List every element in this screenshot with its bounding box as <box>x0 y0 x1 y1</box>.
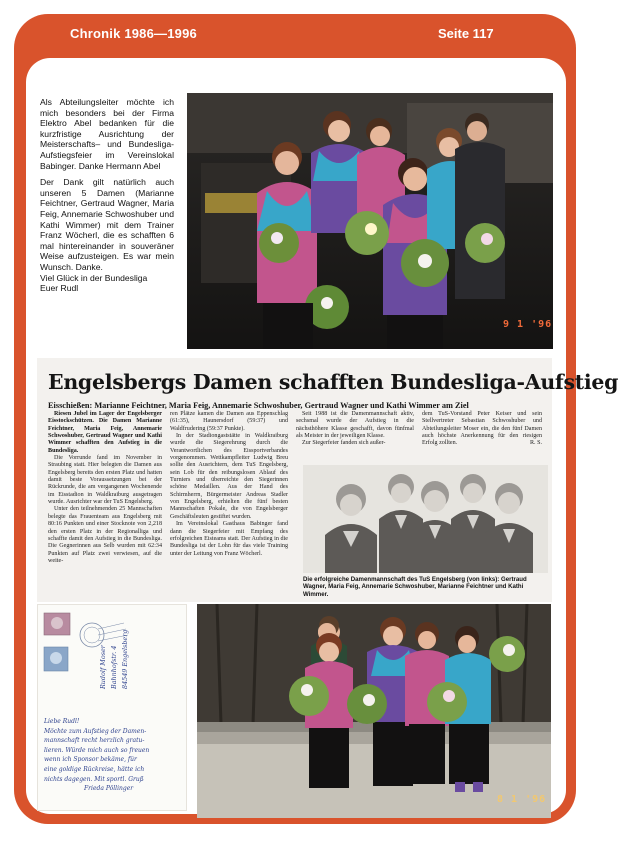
intro-paragraph-thanks-abel: Als Abteilungsleiter möchte ich mich besonders bei der Firma Elektro Abel bedanken für die kurzfristige Ausrichtung der Meisterschafts– und Bundesliga-Aufstiegsfeier im Vereinslokal Babinger. Danke Hermann Abel <box>40 97 174 171</box>
team-photo-indoor-image <box>187 93 553 349</box>
page-number: Seite 117 <box>438 26 494 41</box>
clipping-team-photo <box>303 465 548 573</box>
clipping-paragraph: Zur Siegerfeier fanden sich außer- <box>302 440 386 447</box>
postcard-line: wenn ich Sponsor bekäme, für <box>44 756 137 764</box>
clipping-lead: Riesen Jubel im Lager der Engelsberger Eisstockschützen. Die Damen Marianne Feichtner, Maria Feig, Annemarie Schwoshuber, Gertraud Wagner und Kathi Wimmer schafften den Aufstieg in die Bundesliga. <box>48 411 162 454</box>
clipping-headline: Engelsbergs Damen schafften Bundesliga-Aufstieg <box>48 370 618 394</box>
postcard-line: eine goldige Rückreise, hätte ich <box>44 765 145 773</box>
clipping-photo-caption: Die erfolgreiche Damenmannschaft des TuS Engelsberg (von links): Gertraud Wagner, Maria Feig, Annemarie Schwoshuber, Marianne Feichtner und Kathi Wimmer. <box>303 576 527 598</box>
postcard-line: nichts dagegen. Mit sportl. Gruß <box>44 775 144 783</box>
clipping-paragraph: Die Vorrunde fand im November in Straubing statt. Hier belegten die Damen aus Engelsberg bereits den ersten Platz und hatten damit beste Voraussetzungen bei der Rückrunde, die am vergangenen Wochenende im Eisstadion in Waldkraiburg ausgetragen wurde. Ausrichter war der TuS Engelsberg. <box>48 455 162 506</box>
team-photo-indoor <box>187 93 553 349</box>
postcard-address-line: Bahnhofstr. 4 <box>110 645 118 689</box>
clipping-column-2 <box>170 411 288 558</box>
team-photo-outdoor-image <box>197 604 551 818</box>
clipping-author-initials: R. S. <box>529 440 542 447</box>
clipping-paragraph: Im Vereinslokal Gasthaus Babinger fand dann die Siegerfeier mit Empfang des erfolgreichen Eisteams statt. Der Aufstieg in die Bundesliga ist der Lohn für das viele Training unter der Leitung von Franz Wöcherl. <box>170 521 288 557</box>
chronicle-title: Chronik 1986—1996 <box>70 26 197 41</box>
clipping-column-4 <box>422 411 542 448</box>
postcard-message <box>44 717 184 794</box>
intro-paragraph-thanks-team: Der Dank gilt natürlich auch unseren 5 Damen (Marianne Feichtner, Gertraud Wagner, Maria Feig, Annemarie Schwoshuber und Kathi Wimmer) mit dem Trainer Franz Wöcherl, die es schafften 6 mal hintereinander in souveräner Weise aufzusteigen. Es war mein Wunsch. Danke. <box>40 177 174 272</box>
clipping-paragraph: Seit 1988 ist die Damenmannschaft aktiv, sechsmal wurde der Aufstieg in die nächsthöhere Klasse geschafft, davon fünfmal als Meister in der jeweiligen Klasse. <box>296 411 414 440</box>
clipping-paragraph: ren Plätze kamen die Damen aus Eppenschlag (61:35), Haunersdorf (59:37) und Waldfrudering (59:37 Punkte). <box>170 411 288 432</box>
clipping-column-3 <box>296 411 414 448</box>
postcard-line: Möchte zum Aufstieg der Damen- <box>44 727 147 735</box>
intro-good-luck: Viel Glück in der Bundesliga <box>40 272 148 283</box>
clipping-paragraph: Unter den teilnehmenden 25 Mannschaften belegte das Frauenteam aus Engelsberg mit 80:16 Punkten und einer Stocknote von 2,218 den ersten Platz in der Regionalliga und schaffte damit den Aufstieg in die Bundesliga. Die Gegnerinnen aus Selb wurden mit 62:34 Punkten auf Platz zwei verwiesen, auf die weite- <box>48 506 162 564</box>
clipping-column-1 <box>48 411 162 565</box>
postcard-line: Liebe Rudl! <box>44 718 80 725</box>
team-photo-outdoor <box>197 604 551 818</box>
postcard-address <box>98 630 131 689</box>
postcard-address-line: Rudolf Moser <box>99 645 107 689</box>
clipping-subheadline: Eisschießen: Marianne Feichtner, Maria Feig, Annemarie Schwoshuber, Gertraud Wagner und Kathi Wimmer am Ziel <box>48 401 469 410</box>
postcard-line: lieren. Würde mich auch so freuen <box>44 746 150 754</box>
clipping-paragraph: In der Stadiongaststätte in Waldkraiburg wurde die Siegerehrung durch die Verantwortlichen des Eissportverbandes vorgenommen. Wettkampfleiter Ludwig Breu sollte den Ausrichtern, dem TuS Engelsberg, sein Lob für den reibungslosen Ablauf des Turniers und überreichte den Siegerinnen schöne Medaillen. Aus der Hand des Schirmherrn, Bürgermeister Andreas Stadler von Engelsberg, erhielten die fünf besten Mannschaften Pokale, die von Engelsberger Geschäftsleuten gestiftet wurden. <box>170 433 288 520</box>
postcard-line: mannschaft recht herzlich gratu- <box>44 737 145 745</box>
postcard-address-line: 84549 Engelsberg <box>121 629 129 689</box>
photo-date-stamp: 9 1 '96 <box>503 319 553 330</box>
postcard <box>37 604 187 811</box>
photo-date-stamp: 8 1 '96 <box>497 794 547 805</box>
intro-letter <box>40 97 174 294</box>
postcard-line: Frieda Pöllinger <box>84 785 134 793</box>
clipping-team-photo-image <box>303 465 548 573</box>
intro-signature: Euer Rudl <box>40 283 79 294</box>
newspaper-clipping <box>37 358 618 602</box>
clipping-paragraph: dem TuS-Vorstand Peter Keiser und sein Stellvertreter Sebastian Schwoshuber und Abteilungsleiter Moser ein, die den fünf Damen auch höchste Anerkennung für den riesigen Erfolg zollten. <box>422 411 542 447</box>
